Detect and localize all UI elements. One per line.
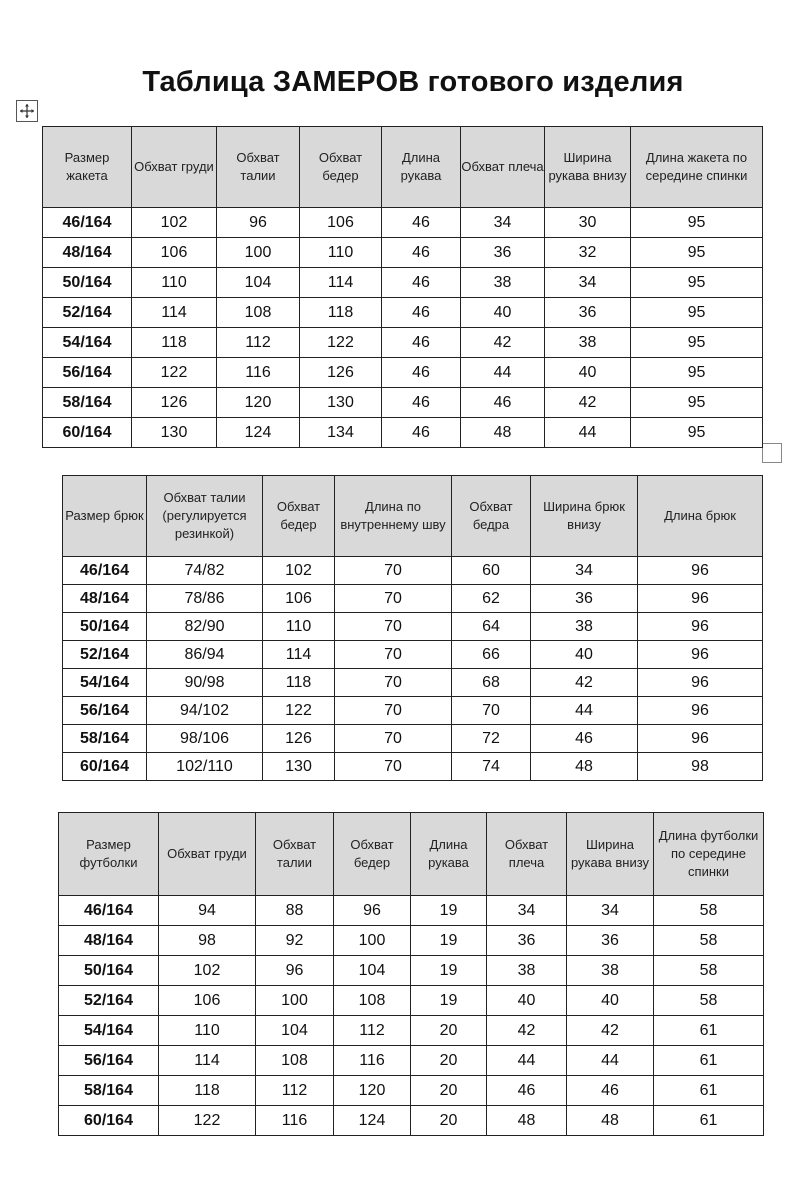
measurement-cell: 95: [631, 328, 763, 358]
measurement-cell: 122: [300, 328, 382, 358]
size-cell: 52/164: [43, 298, 132, 328]
measurement-cell: 38: [461, 268, 545, 298]
table-row: [63, 557, 763, 585]
measurement-cell: 74: [452, 753, 531, 781]
measurement-cell: 72: [452, 725, 531, 753]
measurement-cell: 130: [300, 388, 382, 418]
table-row: [63, 613, 763, 641]
measurement-cell: 122: [132, 358, 217, 388]
measurement-cell: 32: [545, 238, 631, 268]
measurement-cell: 118: [263, 669, 335, 697]
measurement-cell: 42: [545, 388, 631, 418]
column-header: Длина жакета по середине спинки: [631, 127, 763, 208]
measurement-cell: 48: [461, 418, 545, 448]
measurement-cell: 70: [335, 725, 452, 753]
measurement-cell: 96: [638, 641, 763, 669]
measurement-cell: 96: [638, 585, 763, 613]
measurement-cell: 40: [545, 358, 631, 388]
measurement-cell: 46: [531, 725, 638, 753]
table-resize-marker[interactable]: [762, 443, 782, 463]
measurement-cell: 95: [631, 358, 763, 388]
measurement-cell: 44: [567, 1046, 654, 1076]
column-header: Размер жакета: [43, 127, 132, 208]
measurement-cell: 118: [159, 1076, 256, 1106]
measurement-cell: 66: [452, 641, 531, 669]
column-header: Размер футболки: [59, 813, 159, 896]
measurement-cell: 42: [487, 1016, 567, 1046]
measurement-cell: 46: [382, 268, 461, 298]
size-cell: 50/164: [43, 268, 132, 298]
column-header: Длина рукава: [382, 127, 461, 208]
column-header: Длина футболки по середине спинки: [654, 813, 764, 896]
measurement-cell: 110: [263, 613, 335, 641]
measurement-cell: 36: [461, 238, 545, 268]
table-row: [59, 1016, 764, 1046]
measurement-cell: 44: [461, 358, 545, 388]
measurement-cell: 44: [487, 1046, 567, 1076]
measurement-cell: 64: [452, 613, 531, 641]
table-row: [43, 388, 763, 418]
measurement-cell: 130: [132, 418, 217, 448]
size-cell: 46/164: [59, 896, 159, 926]
measurement-cell: 46: [567, 1076, 654, 1106]
size-cell: 60/164: [59, 1106, 159, 1136]
measurement-cell: 58: [654, 926, 764, 956]
measurement-cell: 98: [638, 753, 763, 781]
measurement-cell: 70: [335, 641, 452, 669]
measurement-cell: 114: [132, 298, 217, 328]
measurement-cell: 46: [382, 418, 461, 448]
measurement-cell: 61: [654, 1106, 764, 1136]
measurement-cell: 40: [461, 298, 545, 328]
column-header: Обхват талии: [217, 127, 300, 208]
size-cell: 60/164: [43, 418, 132, 448]
table-row: [63, 669, 763, 697]
column-header: Длина рукава: [411, 813, 487, 896]
measurement-cell: 61: [654, 1016, 764, 1046]
measurement-cell: 95: [631, 208, 763, 238]
measurement-cell: 104: [334, 956, 411, 986]
table-row: [59, 986, 764, 1016]
jacket-size-table: [42, 126, 763, 448]
measurement-cell: 19: [411, 956, 487, 986]
measurement-cell: 70: [335, 753, 452, 781]
measurement-cell: 116: [256, 1106, 334, 1136]
measurement-cell: 98/106: [147, 725, 263, 753]
measurement-cell: 20: [411, 1106, 487, 1136]
measurement-cell: 70: [452, 697, 531, 725]
column-header: Обхват талии (регулируется резинкой): [147, 476, 263, 557]
table-row: [63, 585, 763, 613]
measurement-cell: 94/102: [147, 697, 263, 725]
measurement-cell: 118: [132, 328, 217, 358]
measurement-cell: 130: [263, 753, 335, 781]
size-cell: 50/164: [63, 613, 147, 641]
table-row: [63, 697, 763, 725]
size-cell: 58/164: [43, 388, 132, 418]
table-row: [59, 956, 764, 986]
measurement-cell: 92: [256, 926, 334, 956]
measurement-cell: 104: [217, 268, 300, 298]
column-header: Обхват груди: [159, 813, 256, 896]
measurement-cell: 124: [334, 1106, 411, 1136]
measurement-cell: 95: [631, 268, 763, 298]
size-cell: 48/164: [43, 238, 132, 268]
measurement-cell: 36: [531, 585, 638, 613]
measurement-cell: 120: [217, 388, 300, 418]
size-cell: 56/164: [43, 358, 132, 388]
measurement-cell: 42: [531, 669, 638, 697]
table-row: [43, 268, 763, 298]
measurement-cell: 74/82: [147, 557, 263, 585]
measurement-cell: 61: [654, 1076, 764, 1106]
column-header: Длина по внутреннему шву: [335, 476, 452, 557]
measurement-cell: 30: [545, 208, 631, 238]
table-row: [43, 208, 763, 238]
column-header: Ширина рукава внизу: [545, 127, 631, 208]
size-cell: 56/164: [63, 697, 147, 725]
measurement-cell: 100: [256, 986, 334, 1016]
measurement-cell: 114: [159, 1046, 256, 1076]
measurement-cell: 38: [545, 328, 631, 358]
table-header-row: [59, 813, 764, 896]
measurement-cell: 20: [411, 1076, 487, 1106]
table-row: [59, 1076, 764, 1106]
measurement-cell: 106: [300, 208, 382, 238]
measurement-cell: 36: [545, 298, 631, 328]
measurement-cell: 34: [545, 268, 631, 298]
measurement-cell: 40: [531, 641, 638, 669]
measurement-cell: 90/98: [147, 669, 263, 697]
measurement-cell: 108: [217, 298, 300, 328]
measurement-cell: 126: [263, 725, 335, 753]
column-header: Обхват груди: [132, 127, 217, 208]
measurement-cell: 44: [545, 418, 631, 448]
measurement-cell: 112: [256, 1076, 334, 1106]
measurement-cell: 58: [654, 956, 764, 986]
measurement-cell: 96: [217, 208, 300, 238]
measurement-cell: 82/90: [147, 613, 263, 641]
measurement-cell: 78/86: [147, 585, 263, 613]
size-cell: 60/164: [63, 753, 147, 781]
size-cell: 46/164: [63, 557, 147, 585]
measurement-cell: 112: [334, 1016, 411, 1046]
measurement-cell: 108: [256, 1046, 334, 1076]
measurement-cell: 40: [487, 986, 567, 1016]
measurement-cell: 112: [217, 328, 300, 358]
size-cell: 54/164: [59, 1016, 159, 1046]
measurement-cell: 60: [452, 557, 531, 585]
measurement-cell: 34: [461, 208, 545, 238]
measurement-cell: 20: [411, 1016, 487, 1046]
measurement-cell: 120: [334, 1076, 411, 1106]
measurement-cell: 104: [256, 1016, 334, 1046]
measurement-cell: 42: [461, 328, 545, 358]
measurement-cell: 100: [334, 926, 411, 956]
table-row: [59, 926, 764, 956]
table-header-row: [43, 127, 763, 208]
measurement-cell: 19: [411, 926, 487, 956]
trousers-size-table: [62, 475, 763, 781]
measurement-cell: 46: [382, 208, 461, 238]
measurement-cell: 40: [567, 986, 654, 1016]
measurement-cell: 98: [159, 926, 256, 956]
measurement-cell: 102: [159, 956, 256, 986]
measurement-cell: 70: [335, 697, 452, 725]
table-row: [43, 418, 763, 448]
table-row: [63, 753, 763, 781]
measurement-cell: 102/110: [147, 753, 263, 781]
column-header: Обхват талии: [256, 813, 334, 896]
measurement-cell: 118: [300, 298, 382, 328]
measurement-cell: 110: [159, 1016, 256, 1046]
measurement-cell: 122: [263, 697, 335, 725]
table-row: [63, 641, 763, 669]
measurement-cell: 106: [132, 238, 217, 268]
measurement-cell: 46: [461, 388, 545, 418]
size-cell: 52/164: [63, 641, 147, 669]
measurement-cell: 126: [132, 388, 217, 418]
measurement-cell: 116: [334, 1046, 411, 1076]
measurement-cell: 134: [300, 418, 382, 448]
table-row: [63, 725, 763, 753]
measurement-cell: 124: [217, 418, 300, 448]
measurement-cell: 96: [638, 725, 763, 753]
size-cell: 46/164: [43, 208, 132, 238]
column-header: Обхват плеча: [461, 127, 545, 208]
measurement-cell: 95: [631, 418, 763, 448]
table-row: [59, 896, 764, 926]
column-header: Обхват бедер: [263, 476, 335, 557]
measurement-cell: 48: [567, 1106, 654, 1136]
size-cell: 54/164: [43, 328, 132, 358]
measurement-cell: 34: [487, 896, 567, 926]
table-move-handle-icon[interactable]: [16, 100, 38, 122]
measurement-cell: 46: [382, 358, 461, 388]
column-header: Размер брюк: [63, 476, 147, 557]
measurement-cell: 38: [531, 613, 638, 641]
measurement-cell: 96: [638, 613, 763, 641]
measurement-cell: 46: [382, 238, 461, 268]
measurement-cell: 114: [263, 641, 335, 669]
size-cell: 58/164: [63, 725, 147, 753]
table-row: [43, 328, 763, 358]
measurement-cell: 61: [654, 1046, 764, 1076]
measurement-cell: 116: [217, 358, 300, 388]
measurement-cell: 38: [567, 956, 654, 986]
measurement-cell: 70: [335, 585, 452, 613]
size-cell: 56/164: [59, 1046, 159, 1076]
column-header: Обхват бедер: [300, 127, 382, 208]
measurement-cell: 96: [638, 697, 763, 725]
measurement-cell: 19: [411, 896, 487, 926]
tshirt-size-table: [58, 812, 764, 1136]
measurement-cell: 44: [531, 697, 638, 725]
measurement-cell: 96: [256, 956, 334, 986]
measurement-cell: 46: [487, 1076, 567, 1106]
measurement-cell: 58: [654, 986, 764, 1016]
measurement-cell: 95: [631, 298, 763, 328]
column-header: Обхват плеча: [487, 813, 567, 896]
table-row: [59, 1106, 764, 1136]
measurement-cell: 96: [638, 669, 763, 697]
measurement-cell: 95: [631, 388, 763, 418]
size-cell: 50/164: [59, 956, 159, 986]
measurement-cell: 108: [334, 986, 411, 1016]
table-row: [59, 1046, 764, 1076]
measurement-cell: 48: [487, 1106, 567, 1136]
size-cell: 58/164: [59, 1076, 159, 1106]
page-title: Таблица ЗАМЕРОВ готового изделия: [142, 66, 684, 98]
measurement-cell: 106: [159, 986, 256, 1016]
measurement-cell: 94: [159, 896, 256, 926]
column-header: Ширина брюк внизу: [531, 476, 638, 557]
measurement-cell: 102: [132, 208, 217, 238]
measurement-cell: 96: [334, 896, 411, 926]
measurement-cell: 38: [487, 956, 567, 986]
measurement-cell: 100: [217, 238, 300, 268]
column-header: Обхват бедра: [452, 476, 531, 557]
size-cell: 52/164: [59, 986, 159, 1016]
measurement-cell: 70: [335, 613, 452, 641]
measurement-cell: 48: [531, 753, 638, 781]
measurement-cell: 58: [654, 896, 764, 926]
measurement-cell: 70: [335, 669, 452, 697]
measurement-cell: 46: [382, 328, 461, 358]
column-header: Длина брюк: [638, 476, 763, 557]
measurement-cell: 70: [335, 557, 452, 585]
measurement-cell: 34: [567, 896, 654, 926]
measurement-cell: 110: [300, 238, 382, 268]
measurement-cell: 126: [300, 358, 382, 388]
size-cell: 54/164: [63, 669, 147, 697]
measurement-cell: 36: [567, 926, 654, 956]
measurement-cell: 95: [631, 238, 763, 268]
table-header-row: [63, 476, 763, 557]
measurement-cell: 46: [382, 388, 461, 418]
measurement-cell: 102: [263, 557, 335, 585]
measurement-cell: 86/94: [147, 641, 263, 669]
table-row: [43, 298, 763, 328]
measurement-cell: 106: [263, 585, 335, 613]
measurement-cell: 122: [159, 1106, 256, 1136]
measurement-cell: 96: [638, 557, 763, 585]
measurement-cell: 62: [452, 585, 531, 613]
size-cell: 48/164: [59, 926, 159, 956]
column-header: Ширина рукава внизу: [567, 813, 654, 896]
measurement-cell: 114: [300, 268, 382, 298]
measurement-cell: 42: [567, 1016, 654, 1046]
measurement-cell: 68: [452, 669, 531, 697]
measurement-cell: 20: [411, 1046, 487, 1076]
measurement-cell: 34: [531, 557, 638, 585]
table-row: [43, 358, 763, 388]
measurement-cell: 36: [487, 926, 567, 956]
column-header: Обхват бедер: [334, 813, 411, 896]
measurement-cell: 110: [132, 268, 217, 298]
measurement-cell: 46: [382, 298, 461, 328]
size-cell: 48/164: [63, 585, 147, 613]
measurement-cell: 88: [256, 896, 334, 926]
measurement-cell: 19: [411, 986, 487, 1016]
table-row: [43, 238, 763, 268]
